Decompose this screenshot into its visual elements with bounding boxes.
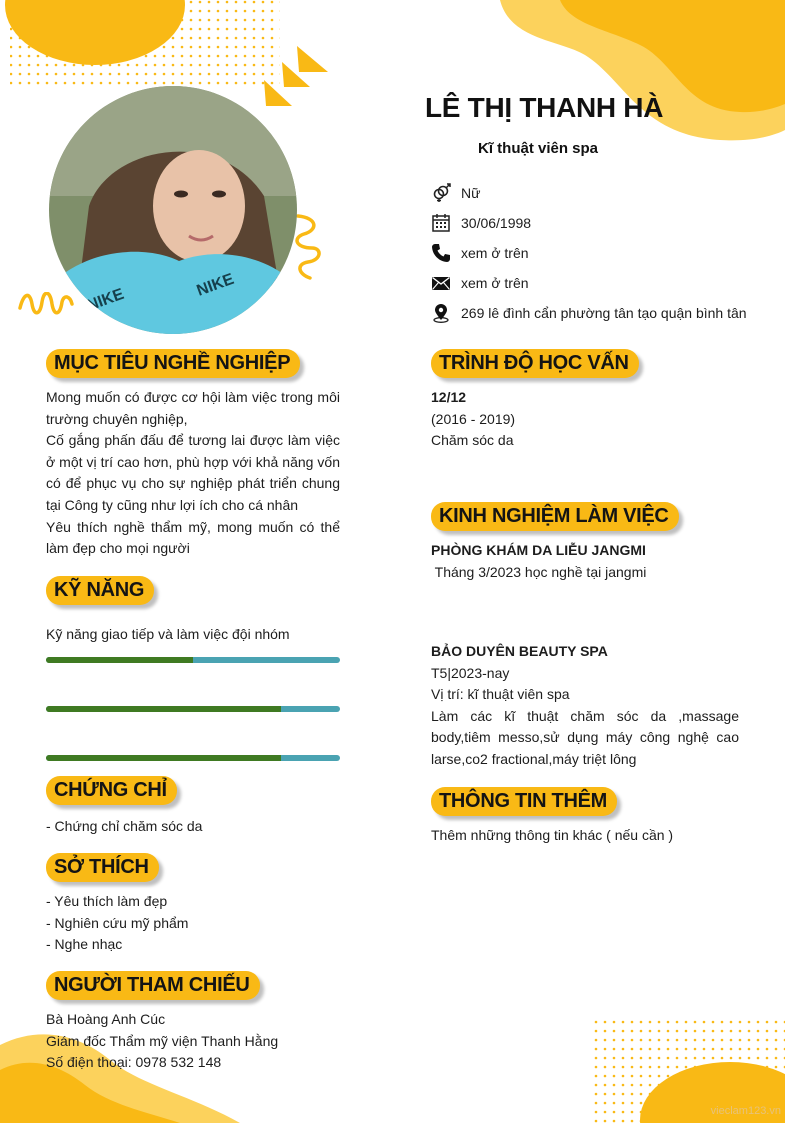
hobby-item: - Nghiên cứu mỹ phẩm (46, 914, 189, 931)
hobbies-title: SỞ THÍCH (46, 853, 159, 882)
experience-job-2 (431, 641, 739, 771)
job-period: T5|2023-nay (431, 664, 510, 681)
gender-row (431, 182, 480, 204)
objective-line: Mong muốn có được cơ hội làm việc trong môi trường chuyên nghiệp, (46, 389, 340, 427)
objective-line: Cố gắng phấn đấu để tương lai được làm việc ở một vị trí cao hơn, phù hợp với khả năng vốn có để phục vụ cho sự nghiệp phát triển chung tại Công ty cũng như lợi ích cho cá nhân (46, 432, 340, 513)
extra-info-text: Thêm những thông tin khác ( nếu cần ) (431, 827, 674, 843)
gender-value: Nữ (461, 185, 481, 201)
hobby-item: - Nghe nhạc (46, 936, 123, 953)
reference-phone: Số điện thoại: 0978 532 148 (46, 1054, 222, 1071)
skill-bar (46, 657, 340, 663)
skill-bar (46, 706, 340, 712)
references-title: NGƯỜI THAM CHIẾU (46, 971, 260, 1000)
gender-icon (431, 183, 451, 203)
dob-value: 30/06/1998 (461, 215, 532, 231)
dob-row (431, 212, 531, 234)
skill-label: Kỹ năng giao tiếp và làm việc đội nhóm (46, 626, 290, 642)
watermark: vieclam123.vn (710, 1105, 781, 1117)
objective-line: Yêu thích nghề thẩm mỹ, mong muốn có thể làm đẹp cho mọi người (46, 518, 340, 557)
education-period: (2016 - 2019) (431, 410, 516, 427)
address-row (431, 302, 747, 324)
education-text (431, 387, 739, 452)
education-level: 12/12 (431, 389, 467, 405)
job-company: PHÒNG KHÁM DA LIỄU JANGMI (431, 542, 646, 558)
objective-title: MỤC TIÊU NGHỀ NGHIỆP (46, 349, 300, 378)
squiggle-right-decoration (292, 212, 324, 282)
skill-bar-fill (46, 706, 281, 712)
skill-bar-fill (46, 657, 193, 663)
address-value: 269 lê đình cẩn phường tân tạo quận bình tân (461, 305, 747, 321)
squiggle-left-decoration (18, 292, 74, 316)
job-role: Vị trí: kĩ thuật viên spa (431, 686, 570, 703)
candidate-name: LÊ THỊ THANH HÀ (425, 92, 664, 123)
job-description: Làm các kĩ thuật chăm sóc da ,massage body,tiêm messo,sử dụng máy công nghệ cao larse,co2 fractional,máy triệt lông (431, 707, 739, 767)
job-detail: Tháng 3/2023 học nghề tại jangmi (431, 563, 647, 580)
job-company: BẢO DUYÊN BEAUTY SPA (431, 643, 608, 659)
hobby-item: - Yêu thích làm đẹp (46, 893, 168, 909)
experience-job-1 (431, 540, 739, 583)
skills-title: KỸ NĂNG (46, 576, 154, 605)
calendar-icon (431, 213, 451, 233)
certificate-item: - Chứng chỉ chăm sóc da (46, 818, 203, 834)
mail-icon (431, 273, 451, 293)
phone-value: xem ở trên (461, 245, 529, 261)
email-row (431, 272, 529, 294)
job-title: Kĩ thuật viên spa (478, 140, 599, 157)
certificates-title: CHỨNG CHỈ (46, 776, 177, 805)
location-pin-icon (431, 303, 451, 323)
triangles-decoration (262, 42, 332, 112)
education-field: Chăm sóc da (431, 432, 514, 449)
extra-info-title: THÔNG TIN THÊM (431, 787, 617, 816)
education-title: TRÌNH ĐỘ HỌC VẤN (431, 349, 639, 378)
experience-title: KINH NGHIỆM LÀM VIỆC (431, 502, 679, 531)
hobbies-list (46, 891, 340, 956)
phone-row (431, 242, 529, 264)
svg-text:NIKE: NIKE (194, 270, 237, 300)
skill-bar-fill (46, 755, 281, 761)
phone-icon (431, 243, 451, 263)
objective-text (46, 387, 340, 560)
references-text (46, 1009, 340, 1074)
profile-photo (49, 86, 297, 334)
svg-text:NIKE: NIKE (84, 285, 127, 315)
reference-name: Bà Hoàng Anh Cúc (46, 1011, 166, 1027)
reference-position: Giám đốc Thẩm mỹ viện Thanh Hằng (46, 1032, 279, 1049)
skill-bar (46, 755, 340, 761)
email-value: xem ở trên (461, 275, 529, 291)
